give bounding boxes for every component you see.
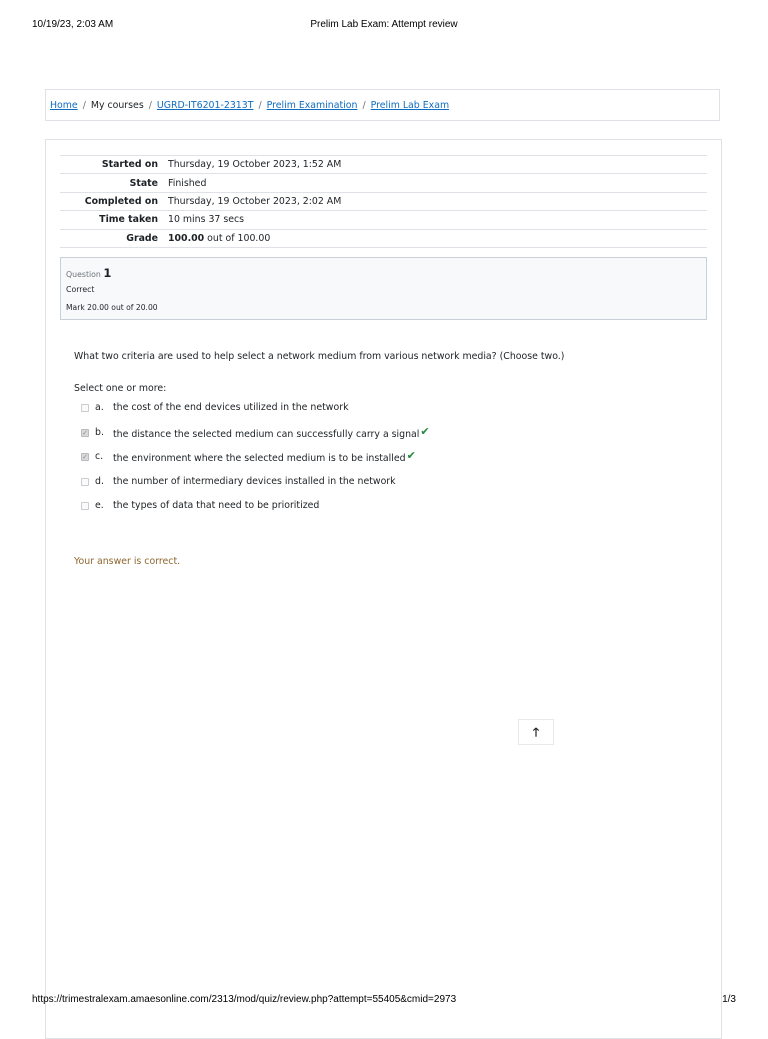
answer-text-content: the distance the selected medium can successfully carry a signal <box>113 428 420 440</box>
answer-option-d <box>80 474 480 499</box>
print-title: Prelim Lab Exam: Attempt review <box>310 19 458 30</box>
back-to-top-button[interactable] <box>518 719 554 745</box>
question-number <box>66 266 111 280</box>
print-page-number: 1/3 <box>722 994 736 1005</box>
answer-text-content: the cost of the end devices utilized in the network <box>113 402 349 413</box>
breadcrumb <box>50 100 449 111</box>
breadcrumb-separator: / <box>82 100 86 111</box>
answer-option-e <box>80 498 480 523</box>
answer-text <box>113 500 319 511</box>
summary-row-started <box>60 156 707 174</box>
answer-text <box>113 402 349 413</box>
summary-label: Started on <box>60 156 163 174</box>
summary-row-grade <box>60 229 707 247</box>
print-header <box>32 19 736 33</box>
answer-letter: b. <box>95 426 104 438</box>
answer-letter: a. <box>95 402 104 413</box>
print-datetime: 10/19/23, 2:03 AM <box>32 19 114 30</box>
breadcrumb-container <box>45 89 720 121</box>
answer-checkbox[interactable] <box>81 404 89 412</box>
answer-option-a <box>80 400 480 425</box>
answer-text-content: the number of intermediary devices installed in the network <box>113 475 396 487</box>
breadcrumb-section-link[interactable]: Prelim Examination <box>266 100 358 111</box>
question-state: Correct <box>66 285 95 294</box>
summary-value <box>163 229 707 247</box>
breadcrumb-separator: / <box>148 100 152 111</box>
breadcrumb-separator: / <box>258 100 262 111</box>
summary-row-time-taken <box>60 211 707 229</box>
correct-check-icon: ✔ <box>420 424 430 438</box>
summary-label: Grade <box>60 229 163 247</box>
summary-row-state <box>60 174 707 192</box>
answer-checkbox[interactable] <box>81 478 89 486</box>
answer-text <box>113 451 416 464</box>
correct-check-icon: ✔ <box>406 449 416 462</box>
summary-row-completed <box>60 192 707 210</box>
answer-list <box>80 400 480 523</box>
answer-checkbox[interactable]: ✓ <box>82 453 88 461</box>
summary-label: Completed on <box>60 192 163 210</box>
breadcrumb-course-link[interactable]: UGRD-IT6201-2313T <box>156 100 254 111</box>
breadcrumb-quiz-link[interactable]: Prelim Lab Exam <box>370 100 450 111</box>
breadcrumb-my-courses: My courses <box>90 100 144 111</box>
attempt-summary-table <box>60 155 707 248</box>
summary-value: Thursday, 19 October 2023, 1:52 AM <box>163 156 707 174</box>
answer-prompt: Select one or more: <box>74 383 167 394</box>
answer-option-c <box>80 449 480 474</box>
arrow-up-icon: 🡑 <box>532 725 540 739</box>
grade-score: 100.00 <box>168 232 205 244</box>
summary-value: Thursday, 19 October 2023, 2:02 AM <box>163 192 707 210</box>
answer-text <box>113 424 430 440</box>
answer-text-content: the environment where the selected medium is to be installed <box>113 453 406 464</box>
answer-letter: d. <box>95 475 104 487</box>
answer-option-b <box>80 425 480 450</box>
answer-feedback: Your answer is correct. <box>74 556 181 567</box>
answer-letter: c. <box>95 451 104 462</box>
answer-letter: e. <box>95 500 104 511</box>
answer-text-content: the types of data that need to be prioritized <box>113 500 320 511</box>
breadcrumb-home-link[interactable]: Home <box>50 100 78 111</box>
print-url: https://trimestralexam.amaesonline.com/2313/mod/quiz/review.php?attempt=55405&cmid=2973 <box>32 994 457 1005</box>
breadcrumb-separator: / <box>362 100 366 111</box>
question-label: Question <box>66 270 101 279</box>
question-number-value: 1 <box>103 266 112 280</box>
answer-text <box>113 476 396 487</box>
question-mark: Mark 20.00 out of 20.00 <box>66 303 158 312</box>
question-text: What two criteria are used to help select a network medium from various network media? (Choose two.) <box>74 351 565 362</box>
summary-label: State <box>60 174 163 192</box>
print-footer <box>32 994 736 1008</box>
answer-checkbox[interactable]: ✓ <box>82 428 88 437</box>
answer-checkbox[interactable] <box>81 502 89 510</box>
grade-out-of: out of 100.00 <box>207 232 271 244</box>
summary-value: Finished <box>163 174 707 192</box>
question-info-box <box>60 257 707 320</box>
summary-value: 10 mins 37 secs <box>163 211 707 229</box>
summary-label: Time taken <box>60 211 163 229</box>
